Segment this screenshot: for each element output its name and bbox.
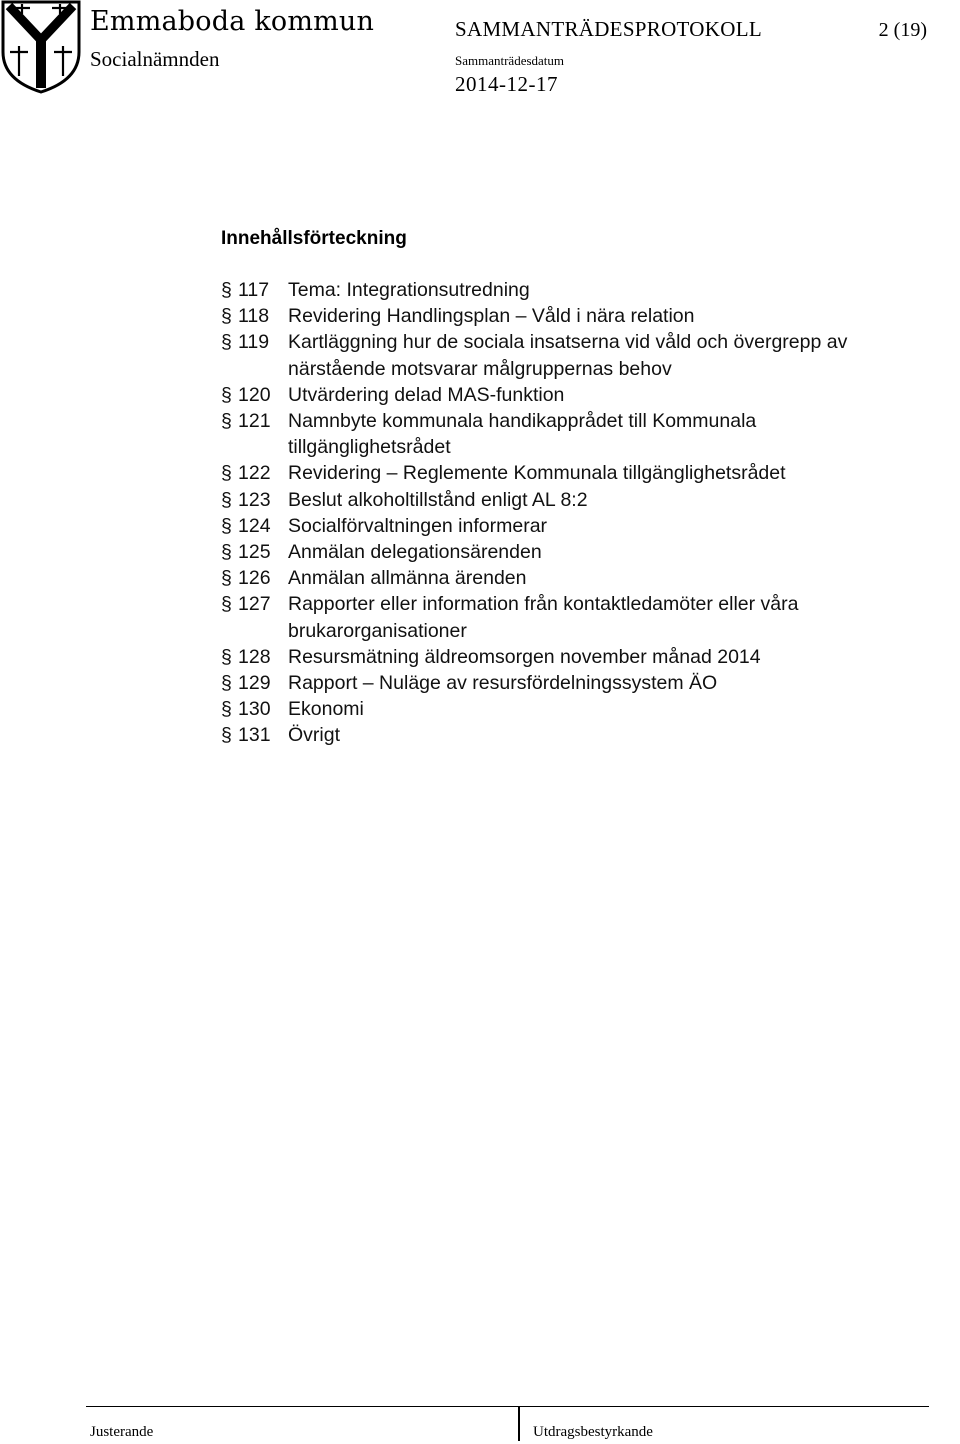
toc-item-number: 119	[238, 331, 270, 354]
toc-item-title: Beslut alkoholtillstånd enligt AL 8:2	[288, 488, 588, 511]
toc-item-number: 121	[238, 410, 271, 433]
section-symbol: §	[221, 410, 232, 433]
toc-item-title: Socialförvaltningen informerar	[288, 514, 548, 537]
section-symbol: §	[221, 331, 232, 354]
toc-item-number: 130	[238, 698, 271, 721]
toc-item	[221, 487, 921, 513]
toc-item	[221, 408, 921, 460]
footer-justerande-label: Justerande	[90, 1424, 154, 1440]
toc-item-number: 118	[238, 305, 270, 328]
section-symbol: §	[221, 488, 232, 511]
section-symbol: §	[221, 593, 232, 616]
toc-item	[221, 696, 921, 722]
toc-item-title: Utvärdering delad MAS-funktion	[288, 383, 565, 406]
toc-item-number: 131	[238, 724, 271, 747]
toc-item	[221, 591, 921, 643]
toc-item-number: 124	[238, 514, 271, 537]
department-name: Socialnämnden	[90, 47, 220, 71]
section-symbol: §	[221, 541, 232, 564]
toc-item-number: 126	[238, 567, 271, 590]
toc-item-title: Revidering Handlingsplan – Våld i nära relation	[288, 305, 695, 328]
footer-separator	[518, 1407, 520, 1441]
organization-name: Emmaboda kommun	[90, 6, 375, 37]
toc-list	[221, 277, 921, 749]
section-symbol: §	[221, 724, 232, 747]
toc-item-title: Revidering – Reglemente Kommunala tillgänglighetsrådet	[288, 462, 786, 485]
toc-item-number: 125	[238, 541, 271, 564]
toc-item-title: Rapport – Nuläge av resursfördelningssystem ÄO	[288, 672, 718, 695]
section-symbol: §	[221, 567, 232, 590]
footer-divider	[86, 1406, 929, 1407]
toc-title: Innehållsförteckning	[221, 228, 407, 249]
toc-item	[221, 644, 921, 670]
section-symbol: §	[221, 698, 232, 721]
toc-item-title: Kartläggning hur de sociala insatserna vid våld och övergrepp av närstående motsvarar målgruppernas behov	[288, 331, 848, 380]
toc-item-number: 129	[238, 672, 271, 695]
toc-item	[221, 513, 921, 539]
document-type: SAMMANTRÄDESPROTOKOLL	[455, 17, 762, 41]
toc-item	[221, 539, 921, 565]
section-symbol: §	[221, 514, 232, 537]
toc-item-title: Ekonomi	[288, 698, 364, 721]
toc-item	[221, 565, 921, 591]
toc-item	[221, 277, 921, 303]
section-symbol: §	[221, 305, 232, 328]
toc-item-title: Namnbyte kommunala handikapprådet till Kommunala tillgänglighetsrådet	[288, 410, 757, 459]
toc-item-number: 122	[238, 462, 271, 485]
toc-item	[221, 329, 921, 381]
toc-item-title: Anmälan delegationsärenden	[288, 541, 542, 564]
toc-item	[221, 460, 921, 486]
toc-item-number: 120	[238, 383, 271, 406]
page-number: 2 (19)	[878, 19, 927, 41]
meeting-date-label: Sammanträdesdatum	[455, 53, 565, 68]
coat-of-arms-logo	[0, 0, 82, 94]
footer-utdragsbestyrkande-label: Utdragsbestyrkande	[533, 1424, 653, 1440]
toc-item-title: Resursmätning äldreomsorgen november månad 2014	[288, 645, 761, 668]
toc-item-title: Anmälan allmänna ärenden	[288, 567, 527, 590]
toc-item	[221, 382, 921, 408]
toc-item	[221, 303, 921, 329]
toc-item-title: Rapporter eller information från kontaktledamöter eller våra brukarorganisationer	[288, 593, 799, 642]
meeting-date: 2014-12-17	[455, 72, 558, 96]
toc-item-number: 127	[238, 593, 271, 616]
toc-item-title: Tema: Integrationsutredning	[288, 279, 530, 301]
toc-item-number: 117	[238, 279, 270, 301]
toc-item	[221, 670, 921, 696]
toc-item	[221, 722, 921, 748]
section-symbol: §	[221, 383, 232, 406]
toc-item-number: 123	[238, 488, 271, 511]
section-symbol: §	[221, 645, 232, 668]
toc-item-number: 128	[238, 645, 271, 668]
section-symbol: §	[221, 672, 232, 695]
section-symbol: §	[221, 279, 232, 301]
toc-item-title: Övrigt	[288, 724, 341, 747]
section-symbol: §	[221, 462, 232, 485]
